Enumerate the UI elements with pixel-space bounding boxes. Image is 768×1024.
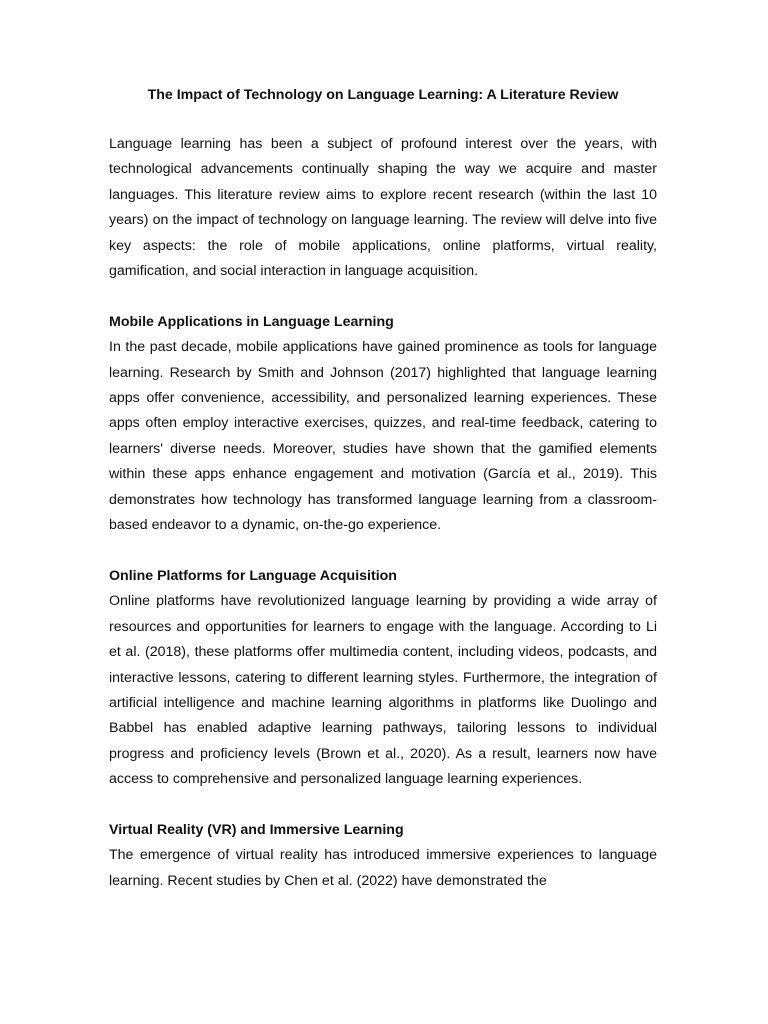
section-body: Online platforms have revolutionized language learning by providing a wide array of resources and opportunities for learners to engage with the language. According to Li et al. (2018), these platforms offer multimedia content, including videos, podcasts, and interactive lessons, catering to different learning styles. Furthermore, the integration of artificial intelligence and machine learning algorithms in platforms like Duolingo and Babbel has enabled adaptive learning pathways, tailoring lessons to individual progress and proficiency levels (Brown et al., 2020). As a result, learners now have access to comprehensive and personalized language learning experiences. — [109, 593, 657, 788]
section-heading: Virtual Reality (VR) and Immersive Learning — [109, 821, 404, 838]
section-heading: Online Platforms for Language Acquisition — [109, 567, 397, 584]
section-online-platforms — [109, 564, 657, 793]
section-body: In the past decade, mobile applications have gained prominence as tools for language learning. Research by Smith and Johnson (2017) highlighted that language learning apps offer convenience, accessibility, and personalized learning experiences. These apps often employ interactive exercises, quizzes, and real-time feedback, catering to learners' diverse needs. Moreover, studies have shown that the gamified elements within these apps enhance engagement and motivation (García et al., 2019). This demonstrates how technology has transformed language learning from a classroom-based endeavor to a dynamic, on-the-go experience. — [109, 339, 657, 534]
section-mobile-applications — [109, 310, 657, 539]
section-heading: Mobile Applications in Language Learning — [109, 313, 394, 330]
document-title: The Impact of Technology on Language Learning: A Literature Review — [147, 87, 619, 103]
section-virtual-reality — [109, 818, 657, 894]
section-body: The emergence of virtual reality has introduced immersive experiences to language learning. Recent studies by Chen et al. (2022) have demonstrated the — [109, 847, 657, 889]
intro-paragraph: Language learning has been a subject of profound interest over the years, with technological advancements continually shaping the way we acquire and master languages. This literature review aims to explore recent research (within the last 10 years) on the impact of technology on language learning. The review will delve into five key aspects: the role of mobile applications, online platforms, virtual reality, gamification, and social interaction in language acquisition. — [109, 136, 657, 280]
document-page — [109, 84, 657, 920]
